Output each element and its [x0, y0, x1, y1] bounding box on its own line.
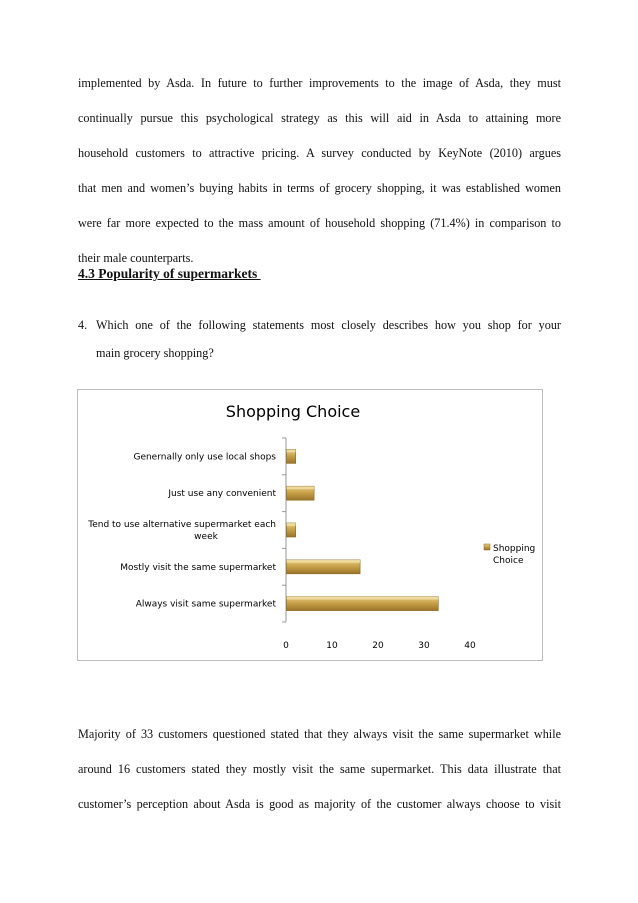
conclusion-line-2: around 16 customers stated they mostly visit the same supermarket. This data illustrate that — [78, 762, 561, 776]
question-line-2: main grocery shopping? — [96, 346, 214, 360]
chart-category-label: Always visit same supermarket — [135, 599, 276, 610]
chart-svg — [78, 390, 542, 660]
chart-x-tick-label: 20 — [372, 641, 384, 651]
chart-x-tick-label: 0 — [283, 641, 289, 651]
chart-category-label-cont: week — [194, 532, 218, 542]
shopping-choice-chart — [77, 389, 543, 661]
intro-line-2: continually pursue this psychological strategy as this will aid in Asda to attaining more — [78, 111, 561, 125]
chart-legend — [484, 544, 535, 566]
chart-bar-highlight — [287, 449, 296, 452]
chart-bar-highlight — [287, 523, 296, 526]
chart-title: Shopping Choice — [225, 402, 361, 421]
chart-bar-highlight — [287, 486, 315, 489]
legend-label-line-1: Shopping — [493, 544, 536, 554]
chart-x-tick-label: 30 — [418, 641, 430, 651]
chart-bar-highlight — [287, 560, 361, 563]
question-number: 4. — [78, 318, 88, 332]
chart-category-label: Tend to use alternative supermarket each — [88, 520, 276, 530]
chart-x-tick-label: 10 — [326, 641, 338, 651]
question-line-1: Which one of the following statements most closely describes how you shop for your — [96, 318, 561, 332]
conclusion-line-3: customer’s perception about Asda is good as majority of the customer always choose to visit — [78, 797, 561, 811]
intro-line-3: household customers to attractive pricing. A survey conducted by KeyNote (2010) argues — [78, 146, 561, 160]
chart-category-label: Mostly visit the same supermarket — [120, 562, 276, 573]
chart-category-label: Just use any convenient — [168, 489, 276, 500]
chart-bar-highlight — [287, 597, 439, 600]
section-heading: 4.3 Popularity of supermarkets — [78, 266, 261, 281]
legend-swatch — [484, 544, 490, 550]
intro-line-5: were far more expected to the mass amount of household shopping (71.4%) in comparison to — [78, 216, 561, 230]
intro-line-1: implemented by Asda. In future to further improvements to the image of Asda, they must — [78, 76, 561, 90]
chart-category-label: Genernally only use local shops — [133, 452, 276, 463]
chart-plot-area — [87, 438, 476, 651]
intro-line-6: their male counterparts. — [78, 251, 194, 265]
chart-x-tick-label: 40 — [464, 641, 476, 651]
intro-line-4: that men and women’s buying habits in terms of grocery shopping, it was established women — [78, 181, 561, 195]
conclusion-line-1: Majority of 33 customers questioned stated that they always visit the same supermarket while — [78, 727, 561, 741]
legend-label-line-2: Choice — [493, 556, 524, 566]
